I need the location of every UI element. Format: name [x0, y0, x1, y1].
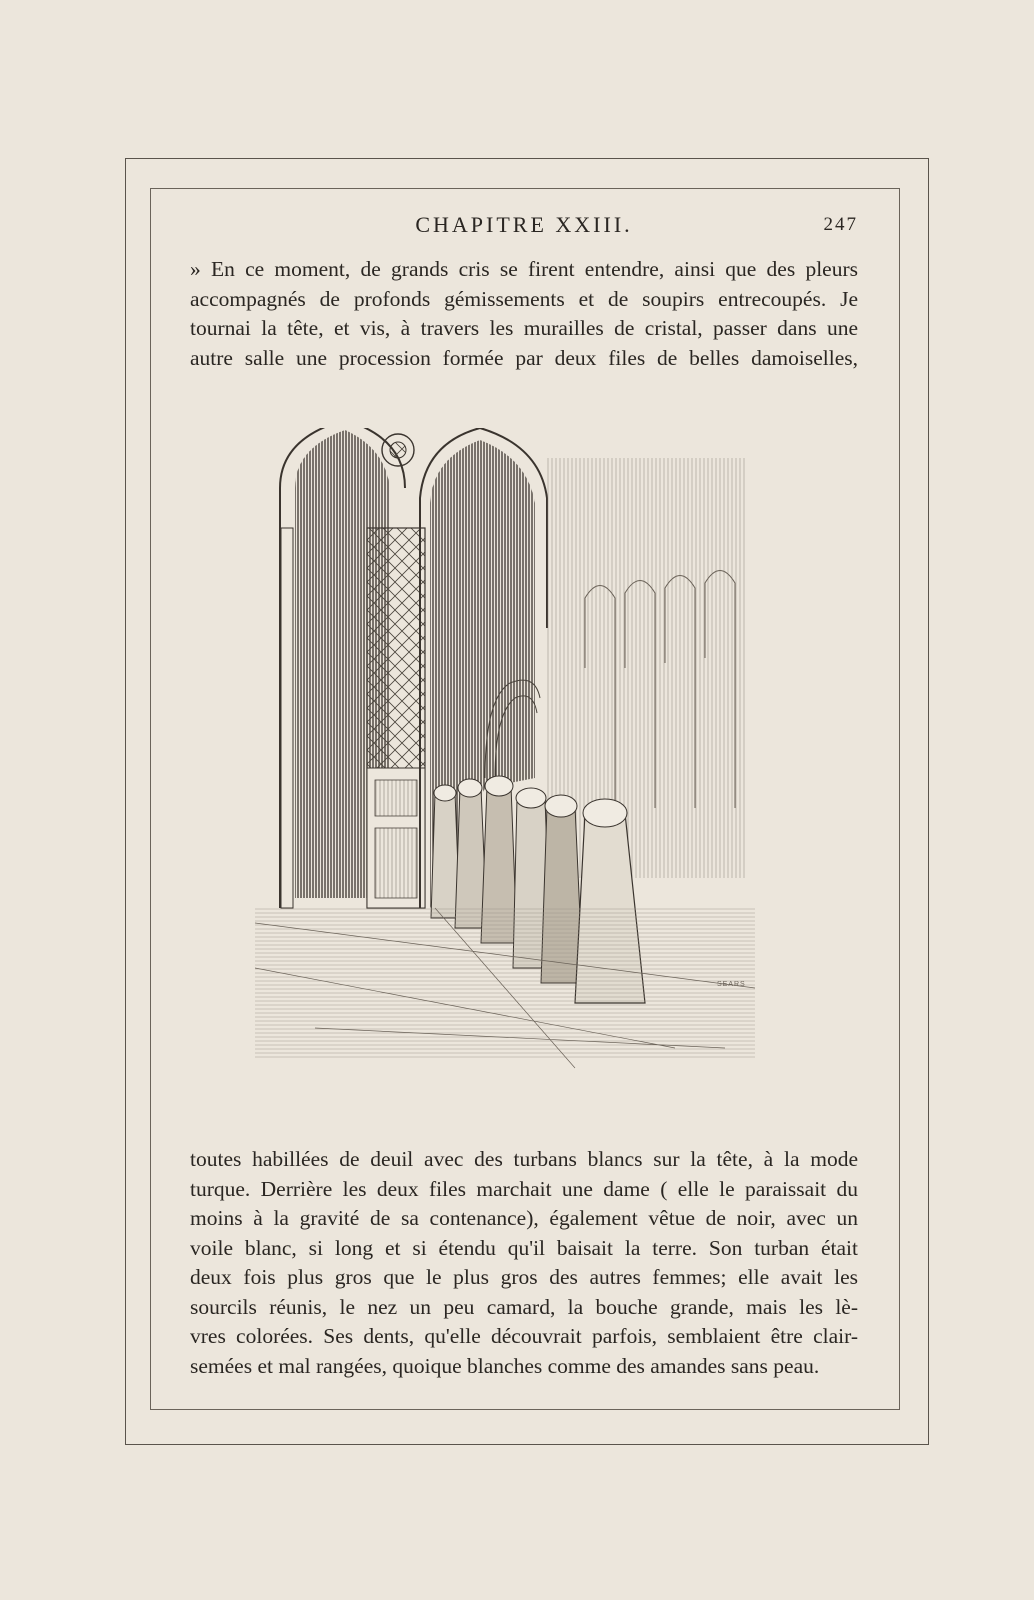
text-line: voile blanc, si long et si étendu qu'il baisait la terre. Son turban était [190, 1235, 858, 1260]
text-line: turque. Derrière les deux files marchait une dame ( elle le paraissait du [190, 1176, 858, 1201]
text-line: semées et mal rangées, quoique blanches comme des amandes sans peau. [190, 1353, 820, 1378]
text-line: » En ce moment, de grands cris se firent entendre, ainsi que des pleurs [190, 257, 858, 281]
text-line: toutes habillées de deuil avec des turbans blancs sur la tête, à la mode [190, 1147, 858, 1171]
text-line: vres colorées. Ses dents, qu'elle découvrait parfois, semblaient être clair- [190, 1324, 858, 1348]
text-line: accompagnés de profonds gémissements et de soupirs entrecoupés. Je [190, 286, 858, 311]
text-line: deux fois plus gros que le plus gros des autres femmes; elle avait les [190, 1265, 858, 1289]
paragraph-bottom [190, 1145, 858, 1381]
text-line: sourcils réunis, le nez un peu camard, la bouche grande, mais les lè- [190, 1294, 858, 1319]
tiled-floor [255, 908, 755, 1068]
paragraph-top [190, 255, 858, 373]
page-number: 247 [823, 214, 858, 235]
background-colonnade [547, 458, 747, 878]
text-line: moins à la gravité de sa contenance), également vêtue de noir, avec un [190, 1206, 858, 1230]
text-line: autre salle une procession formée par deux files de belles damoiselles, [190, 345, 858, 370]
engraver-signature: SEARS [717, 981, 746, 988]
engraving-illustration [255, 428, 770, 1088]
text-line: tournai la tête, et vis, à travers les murailles de cristal, passer dans une [190, 316, 858, 340]
chapter-title: CHAPITRE XXIII. [415, 212, 633, 237]
page-header [190, 212, 858, 242]
